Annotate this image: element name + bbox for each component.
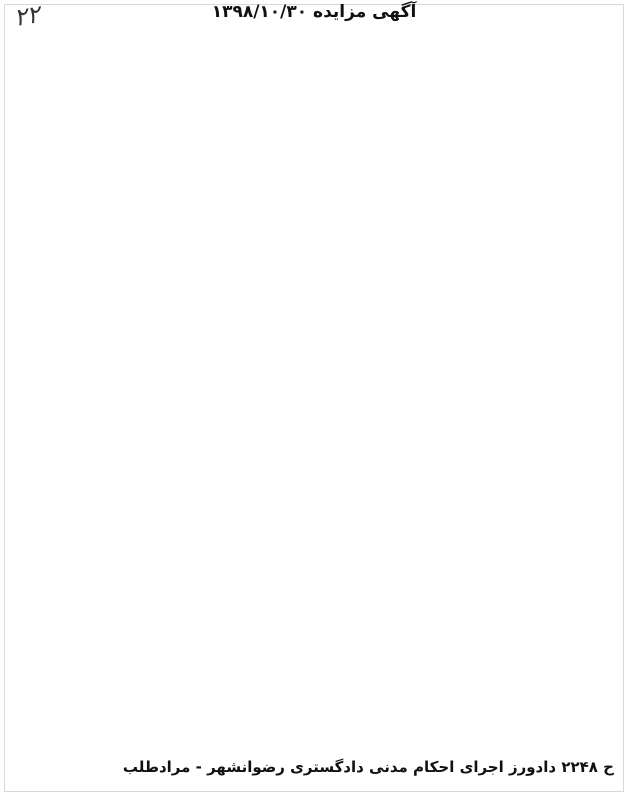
handwritten-corner-mark: ۲۲ <box>11 0 43 33</box>
notice-footer-signature: ح ۲۲۴۸ دادورز اجرای احکام مدنی دادگستری رضوانشهر - مرادطلب <box>122 758 614 776</box>
notice-title: آگهی مزایده ۱۳۹۸/۱۰/۳۰ <box>211 2 417 22</box>
notice-body <box>14 26 614 746</box>
